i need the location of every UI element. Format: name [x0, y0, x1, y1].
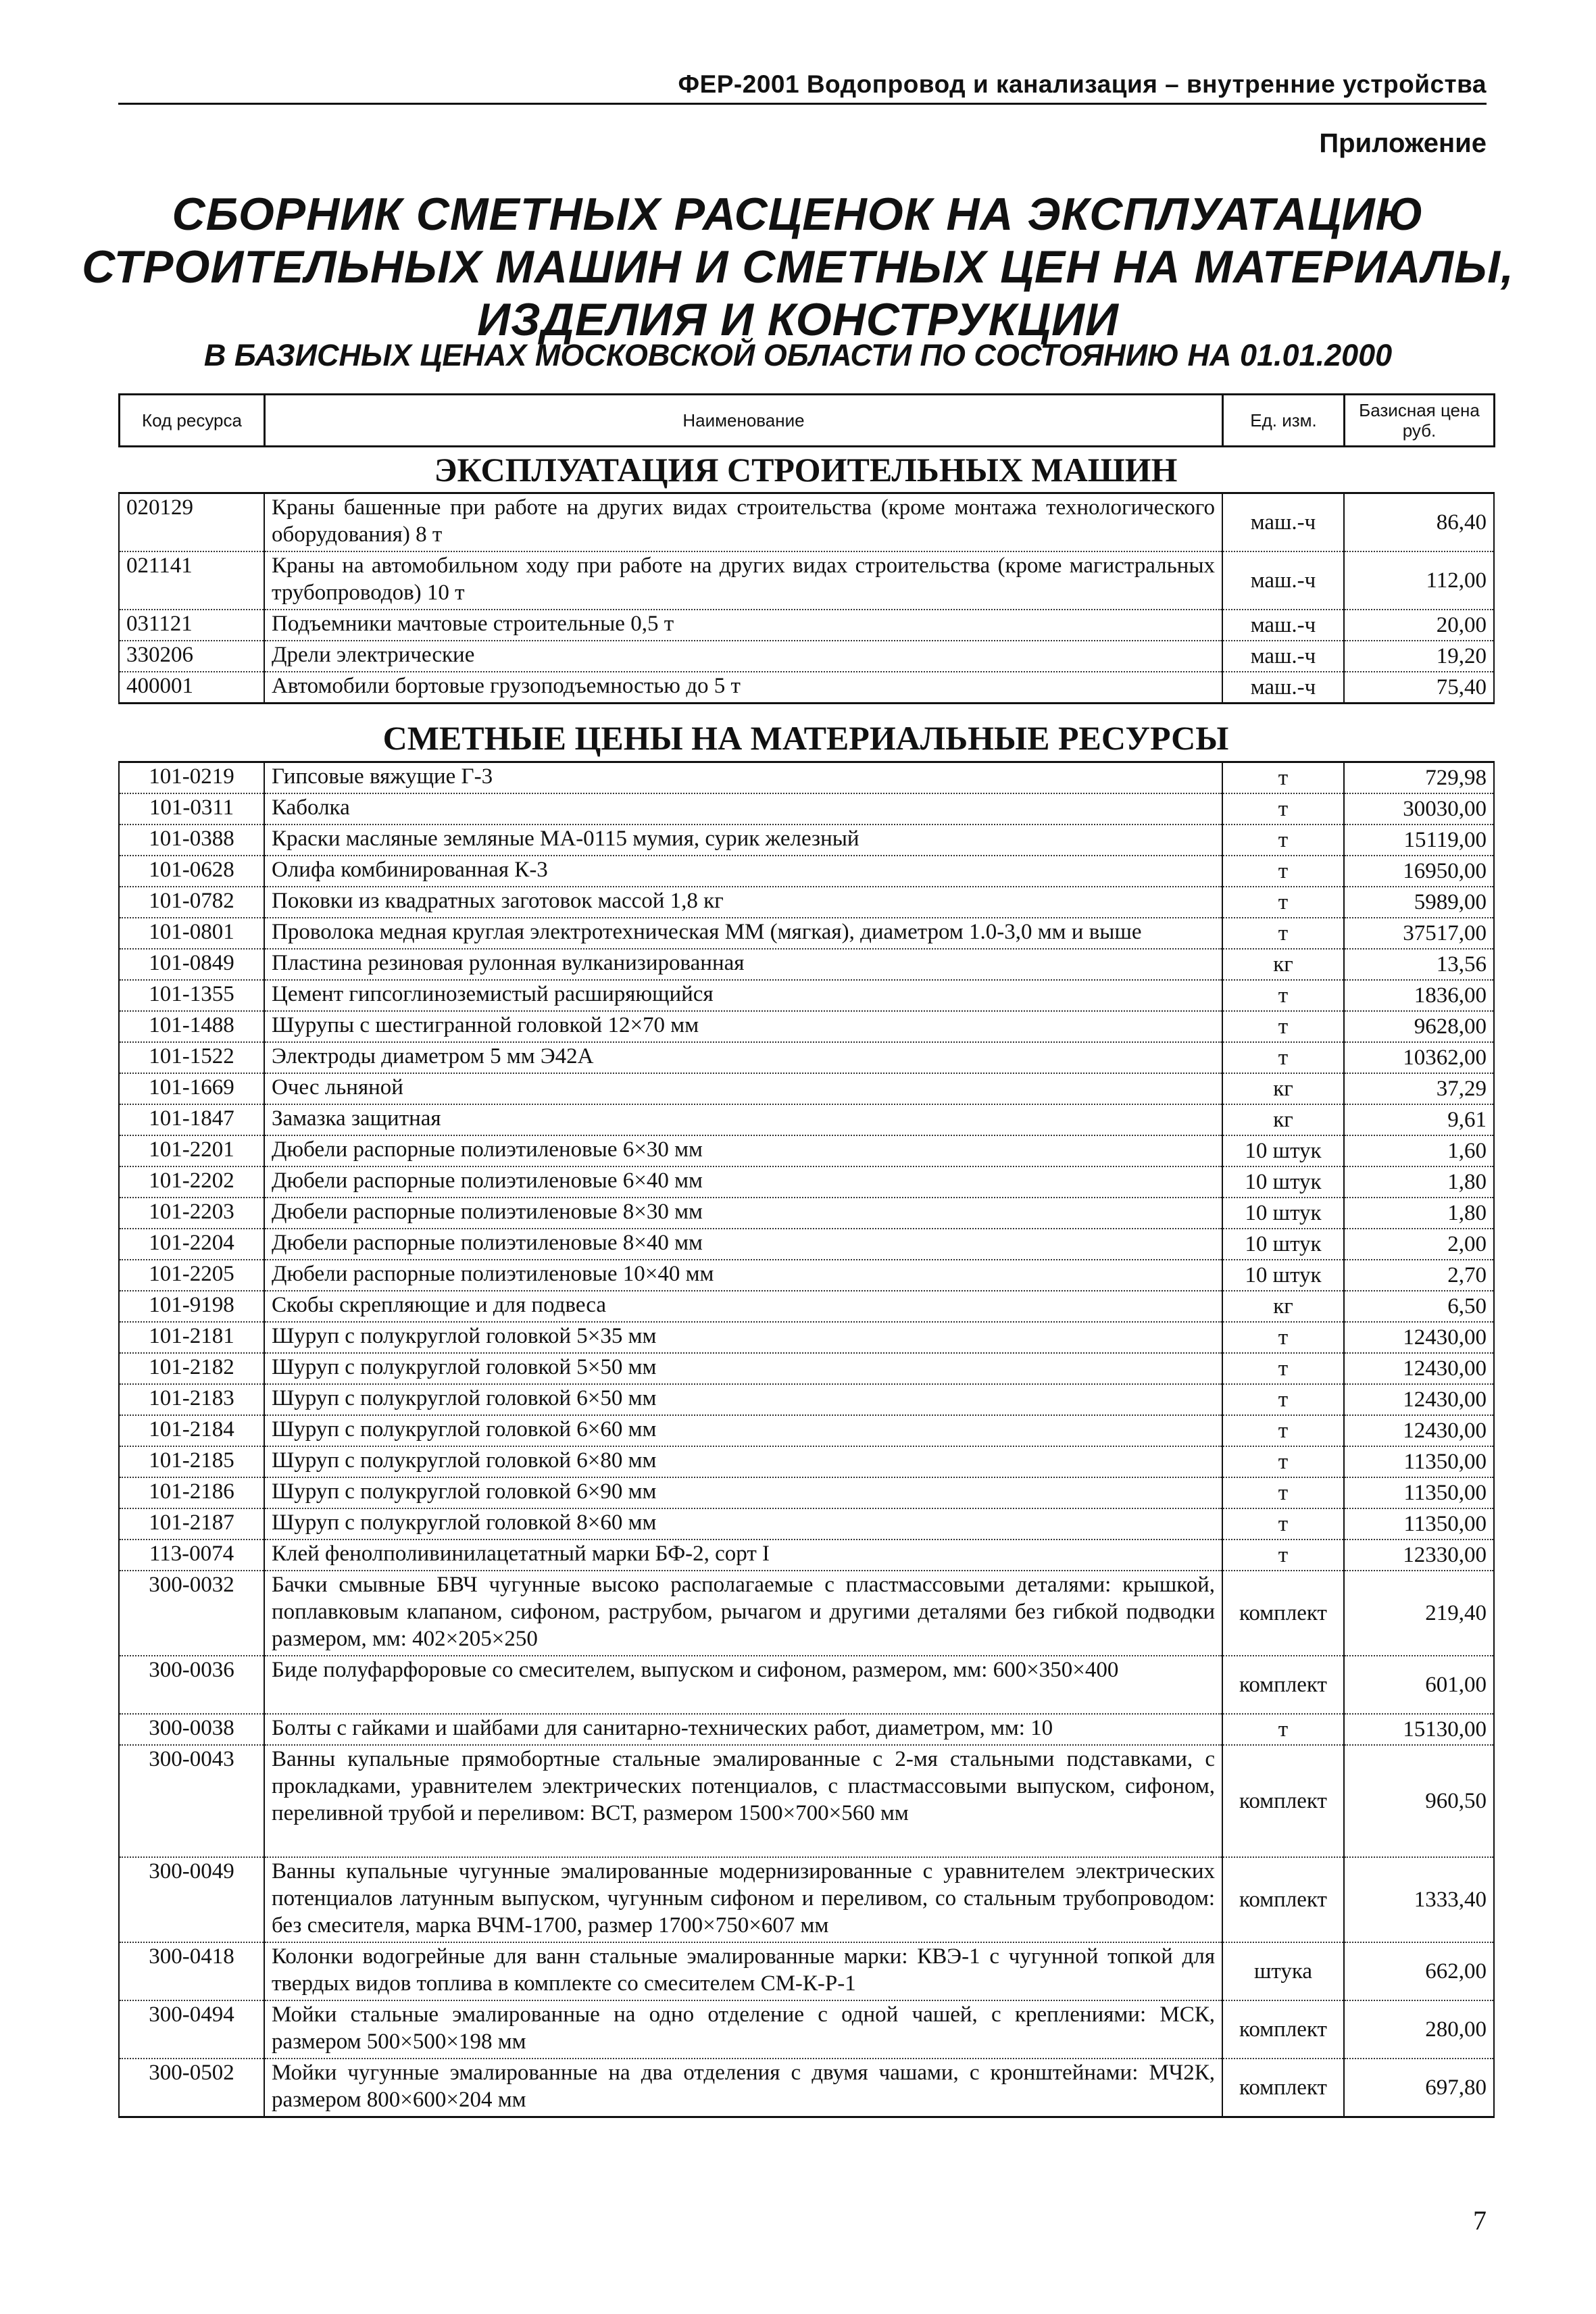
resource-unit: кг: [1222, 949, 1344, 980]
resource-name: Ванны купальные чугунные эмалированные модернизированные с уравнителем электрических потенциалов латунным выпуском, чугунным сифоном и переливом, со стальным трубопроводом: без смесителя, марка ВЧМ-1700, размер 1700×750×607 мм: [264, 1857, 1222, 1942]
table-row: [119, 1135, 1494, 1166]
table-row: [119, 1198, 1494, 1229]
resource-name: Болты с гайками и шайбами для санитарно-технических работ, диаметром, мм: 10: [264, 1714, 1222, 1745]
resource-price: 86,40: [1344, 493, 1494, 552]
resource-name: Дюбели распорные полиэтиленовые 6×40 мм: [264, 1166, 1222, 1198]
resource-name: Бачки смывные БВЧ чугунные высоко располагаемые с пластмассовыми деталями: крышкой, поплавковым клапаном, сифоном, раструбом, рычагом и другими деталями без гибкой подводки размером, мм: 402×205×250: [264, 1571, 1222, 1656]
resource-unit: т: [1222, 980, 1344, 1011]
resource-code: 101-1522: [119, 1042, 264, 1073]
table-row: [119, 610, 1494, 641]
resource-price: 5989,00: [1344, 887, 1494, 918]
materials-table: [118, 761, 1495, 2118]
resource-price: 75,40: [1344, 672, 1494, 704]
header-name: Наименование: [265, 395, 1223, 447]
resource-price: 9628,00: [1344, 1011, 1494, 1042]
resource-price: 280,00: [1344, 2000, 1494, 2059]
resource-unit: 10 штук: [1222, 1166, 1344, 1198]
resource-name: Ванны купальные прямобортные стальные эмалированные с 2-мя стальными подставками, с прокладками, уравнителем электрических потенциалов, с пластмассовыми выпуском, сифоном, переливной трубой и переливом: ВСТ, размером 1500×700×560 мм: [264, 1745, 1222, 1857]
table-row: [119, 1477, 1494, 1508]
resource-unit: комплект: [1222, 2059, 1344, 2117]
resource-name: Автомобили бортовые грузоподъемностью до 5 т: [264, 672, 1222, 704]
resource-price: 30030,00: [1344, 793, 1494, 824]
table-row: [119, 949, 1494, 980]
resource-unit: штука: [1222, 1942, 1344, 2000]
resource-name: Краски масляные земляные МА-0115 мумия, сурик железный: [264, 824, 1222, 856]
table-row: [119, 1073, 1494, 1104]
resource-price: 37,29: [1344, 1073, 1494, 1104]
resource-unit: т: [1222, 1011, 1344, 1042]
resource-unit: т: [1222, 856, 1344, 887]
resource-code: 101-9198: [119, 1291, 264, 1322]
resource-name: Шуруп с полукруглой головкой 5×50 мм: [264, 1353, 1222, 1384]
resource-name: Дюбели распорные полиэтиленовые 6×30 мм: [264, 1135, 1222, 1166]
resource-unit: т: [1222, 1042, 1344, 1073]
table-row: [119, 1415, 1494, 1446]
resource-code: 101-2181: [119, 1322, 264, 1353]
resource-unit: 10 штук: [1222, 1229, 1344, 1260]
resource-unit: кг: [1222, 1073, 1344, 1104]
resource-code: 330206: [119, 641, 264, 672]
page-number: 7: [1473, 2205, 1487, 2236]
table-row: [119, 887, 1494, 918]
resource-price: 12430,00: [1344, 1353, 1494, 1384]
resource-code: 300-0038: [119, 1714, 264, 1745]
main-title-line-2: СТРОИТЕЛЬНЫХ МАШИН И СМЕТНЫХ ЦЕН НА МАТЕРИАЛЫ,: [82, 241, 1514, 293]
resource-price: 1,60: [1344, 1135, 1494, 1166]
resource-code: 101-0388: [119, 824, 264, 856]
resource-unit: 10 штук: [1222, 1260, 1344, 1291]
resource-unit: т: [1222, 1322, 1344, 1353]
table-row: [119, 793, 1494, 824]
resource-price: 9,61: [1344, 1104, 1494, 1135]
resource-code: 101-2184: [119, 1415, 264, 1446]
table-row: [119, 1857, 1494, 1942]
resource-unit: комплект: [1222, 1656, 1344, 1714]
resource-unit: т: [1222, 793, 1344, 824]
resource-price: 1836,00: [1344, 980, 1494, 1011]
resource-code: 101-0801: [119, 918, 264, 949]
resource-price: 601,00: [1344, 1656, 1494, 1714]
resource-code: 101-2187: [119, 1508, 264, 1540]
resource-unit: т: [1222, 1540, 1344, 1571]
resource-price: 12430,00: [1344, 1415, 1494, 1446]
resource-unit: кг: [1222, 1104, 1344, 1135]
resource-name: Электроды диаметром 5 мм Э42А: [264, 1042, 1222, 1073]
resource-price: 16950,00: [1344, 856, 1494, 887]
resource-price: 12330,00: [1344, 1540, 1494, 1571]
table-row: [119, 824, 1494, 856]
resource-code: 101-2201: [119, 1135, 264, 1166]
resource-name: Шуруп с полукруглой головкой 6×80 мм: [264, 1446, 1222, 1477]
resource-name: Краны башенные при работе на других видах строительства (кроме монтажа технологического оборудования) 8 т: [264, 493, 1222, 552]
resource-code: 020129: [119, 493, 264, 552]
resource-unit: маш.-ч: [1222, 551, 1344, 610]
resource-unit: маш.-ч: [1222, 493, 1344, 552]
resource-unit: т: [1222, 824, 1344, 856]
table-row: [119, 1571, 1494, 1656]
resource-price: 112,00: [1344, 551, 1494, 610]
resource-price: 1,80: [1344, 1166, 1494, 1198]
resource-code: 300-0036: [119, 1656, 264, 1714]
resource-price: 6,50: [1344, 1291, 1494, 1322]
main-title-line-1: СБОРНИК СМЕТНЫХ РАСЦЕНОК НА ЭКСПЛУАТАЦИЮ: [172, 189, 1424, 240]
table-row: [119, 1540, 1494, 1571]
resource-unit: маш.-ч: [1222, 610, 1344, 641]
resource-code: 101-2182: [119, 1353, 264, 1384]
resource-price: 729,98: [1344, 762, 1494, 794]
table-row: [119, 1229, 1494, 1260]
table-row: [119, 2000, 1494, 2059]
resource-code: 101-0849: [119, 949, 264, 980]
table-row: [119, 2059, 1494, 2117]
resource-price: 11350,00: [1344, 1477, 1494, 1508]
resource-code: 101-2183: [119, 1384, 264, 1415]
resource-price: 13,56: [1344, 949, 1494, 980]
table-row: [119, 672, 1494, 704]
table-row: [119, 1011, 1494, 1042]
table-header: [118, 393, 1495, 447]
main-title: [81, 188, 1515, 346]
resource-price: 1333,40: [1344, 1857, 1494, 1942]
table-row: [119, 980, 1494, 1011]
table-row: [119, 918, 1494, 949]
resource-unit: 10 штук: [1222, 1135, 1344, 1166]
resource-name: Краны на автомобильном ходу при работе на других видах строительства (кроме магистральных трубопроводов) 10 т: [264, 551, 1222, 610]
table-row: [119, 1384, 1494, 1415]
resource-unit: т: [1222, 887, 1344, 918]
resource-name: Мойки чугунные эмалированные на два отделения с двумя чашами, с кронштейнами: МЧ2К, размером 800×600×204 мм: [264, 2059, 1222, 2117]
table-row: [119, 1291, 1494, 1322]
section-title-materials: СМЕТНЫЕ ЦЕНЫ НА МАТЕРИАЛЬНЫЕ РЕСУРСЫ: [382, 719, 1229, 757]
table-row: [119, 1745, 1494, 1857]
resource-unit: т: [1222, 1384, 1344, 1415]
resource-code: 101-1669: [119, 1073, 264, 1104]
resource-price: 37517,00: [1344, 918, 1494, 949]
table-row: [119, 856, 1494, 887]
table-row: [119, 551, 1494, 610]
resource-code: 300-0049: [119, 1857, 264, 1942]
subtitle: В БАЗИСНЫХ ЦЕНАХ МОСКОВСКОЙ ОБЛАСТИ ПО СОСТОЯНИЮ НА 01.01.2000: [203, 338, 1393, 372]
table-row: [119, 1322, 1494, 1353]
resource-unit: кг: [1222, 1291, 1344, 1322]
resource-unit: т: [1222, 1477, 1344, 1508]
resource-name: Поковки из квадратных заготовок массой 1,8 кг: [264, 887, 1222, 918]
resource-code: 101-0782: [119, 887, 264, 918]
resource-unit: комплект: [1222, 1571, 1344, 1656]
resource-code: 101-1488: [119, 1011, 264, 1042]
resource-code: 101-0219: [119, 762, 264, 794]
resource-code: 300-0418: [119, 1942, 264, 2000]
resource-name: Подъемники мачтовые строительные 0,5 т: [264, 610, 1222, 641]
resource-name: Шуруп с полукруглой головкой 8×60 мм: [264, 1508, 1222, 1540]
resource-unit: маш.-ч: [1222, 672, 1344, 704]
resource-unit: т: [1222, 1508, 1344, 1540]
table-row: [119, 1656, 1494, 1714]
table-row: [119, 1260, 1494, 1291]
resource-price: 697,80: [1344, 2059, 1494, 2117]
resource-name: Проволока медная круглая электротехническая ММ (мягкая), диаметром 1.0-3,0 мм и выше: [264, 918, 1222, 949]
resource-price: 11350,00: [1344, 1446, 1494, 1477]
section-title-machines: ЭКСПЛУАТАЦИЯ СТРОИТЕЛЬНЫХ МАШИН: [434, 451, 1178, 489]
resource-name: Олифа комбинированная К-3: [264, 856, 1222, 887]
resource-price: 12430,00: [1344, 1322, 1494, 1353]
resource-price: 2,00: [1344, 1229, 1494, 1260]
table-row: [119, 1353, 1494, 1384]
resource-unit: комплект: [1222, 2000, 1344, 2059]
appendix-label: Приложение: [1319, 128, 1487, 158]
resource-name: Шуруп с полукруглой головкой 6×60 мм: [264, 1415, 1222, 1446]
resource-code: 101-1355: [119, 980, 264, 1011]
table-row: [119, 1042, 1494, 1073]
resource-name: Дюбели распорные полиэтиленовые 10×40 мм: [264, 1260, 1222, 1291]
resource-price: 2,70: [1344, 1260, 1494, 1291]
resource-name: Гипсовые вяжущие Г-3: [264, 762, 1222, 794]
resource-price: 12430,00: [1344, 1384, 1494, 1415]
resource-unit: т: [1222, 1415, 1344, 1446]
resource-code: 101-2203: [119, 1198, 264, 1229]
header-unit: Ед. изм.: [1223, 395, 1345, 447]
resource-price: 19,20: [1344, 641, 1494, 672]
resource-price: 20,00: [1344, 610, 1494, 641]
resource-name: Скобы скрепляющие и для подвеса: [264, 1291, 1222, 1322]
resource-name: Пластина резиновая рулонная вулканизированная: [264, 949, 1222, 980]
table-row: [119, 641, 1494, 672]
resource-name: Цемент гипсоглиноземистый расширяющийся: [264, 980, 1222, 1011]
resource-code: 101-0311: [119, 793, 264, 824]
resource-code: 113-0074: [119, 1540, 264, 1571]
resource-code: 101-2205: [119, 1260, 264, 1291]
resource-name: Колонки водогрейные для ванн стальные эмалированные марки: КВЭ-1 с чугунной топкой для твердых видов топлива в комплекте со смесителем СМ-К-Р-1: [264, 1942, 1222, 2000]
resource-unit: комплект: [1222, 1857, 1344, 1942]
resource-name: Шуруп с полукруглой головкой 6×50 мм: [264, 1384, 1222, 1415]
resource-price: 11350,00: [1344, 1508, 1494, 1540]
resource-name: Мойки стальные эмалированные на одно отделение с одной чашей, с креплениями: МСК, размером 500×500×198 мм: [264, 2000, 1222, 2059]
resource-name: Дюбели распорные полиэтиленовые 8×30 мм: [264, 1198, 1222, 1229]
resource-code: 300-0502: [119, 2059, 264, 2117]
resource-name: Шурупы с шестигранной головкой 12×70 мм: [264, 1011, 1222, 1042]
table-row: [119, 1166, 1494, 1198]
resource-code: 031121: [119, 610, 264, 641]
header-price: Базисная цена руб.: [1345, 395, 1495, 447]
resource-unit: т: [1222, 1446, 1344, 1477]
resource-name: Замазка защитная: [264, 1104, 1222, 1135]
resource-unit: т: [1222, 918, 1344, 949]
table-row: [119, 762, 1494, 794]
resource-unit: т: [1222, 762, 1344, 794]
resource-name: Шуруп с полукруглой головкой 5×35 мм: [264, 1322, 1222, 1353]
resource-code: 101-1847: [119, 1104, 264, 1135]
resource-name: Дрели электрические: [264, 641, 1222, 672]
resource-price: 219,40: [1344, 1571, 1494, 1656]
resource-code: 101-2204: [119, 1229, 264, 1260]
resource-code: 300-0043: [119, 1745, 264, 1857]
resource-unit: 10 штук: [1222, 1198, 1344, 1229]
table-row: [119, 1714, 1494, 1745]
resource-code: 300-0032: [119, 1571, 264, 1656]
resource-code: 300-0494: [119, 2000, 264, 2059]
machines-table: [118, 492, 1495, 704]
running-header: ФЕР-2001 Водопровод и канализация – внутренние устройства: [118, 70, 1487, 105]
resource-code: 101-2186: [119, 1477, 264, 1508]
resource-price: 15119,00: [1344, 824, 1494, 856]
resource-name: Каболка: [264, 793, 1222, 824]
header-code: Код ресурса: [120, 395, 265, 447]
table-row: [119, 1104, 1494, 1135]
resource-code: 101-2202: [119, 1166, 264, 1198]
resource-price: 960,50: [1344, 1745, 1494, 1857]
resource-code: 101-0628: [119, 856, 264, 887]
resource-code: 021141: [119, 551, 264, 610]
table-row: [119, 1508, 1494, 1540]
resource-code: 101-2185: [119, 1446, 264, 1477]
resource-name: Шуруп с полукруглой головкой 6×90 мм: [264, 1477, 1222, 1508]
resource-price: 1,80: [1344, 1198, 1494, 1229]
table-row: [119, 493, 1494, 552]
resource-unit: т: [1222, 1353, 1344, 1384]
main-title-line-3: ИЗДЕЛИЯ И КОНСТРУКЦИИ: [477, 294, 1119, 345]
resource-name: Очес льняной: [264, 1073, 1222, 1104]
resource-unit: комплект: [1222, 1745, 1344, 1857]
resource-name: Клей фенолполивинилацетатный марки БФ-2, сорт I: [264, 1540, 1222, 1571]
table-row: [119, 1942, 1494, 2000]
resource-price: 10362,00: [1344, 1042, 1494, 1073]
resource-name: Биде полуфарфоровые со смесителем, выпуском и сифоном, размером, мм: 600×350×400: [264, 1656, 1222, 1714]
resource-unit: маш.-ч: [1222, 641, 1344, 672]
resource-price: 662,00: [1344, 1942, 1494, 2000]
resource-code: 400001: [119, 672, 264, 704]
resource-name: Дюбели распорные полиэтиленовые 8×40 мм: [264, 1229, 1222, 1260]
resource-price: 15130,00: [1344, 1714, 1494, 1745]
table-row: [119, 1446, 1494, 1477]
resource-unit: т: [1222, 1714, 1344, 1745]
